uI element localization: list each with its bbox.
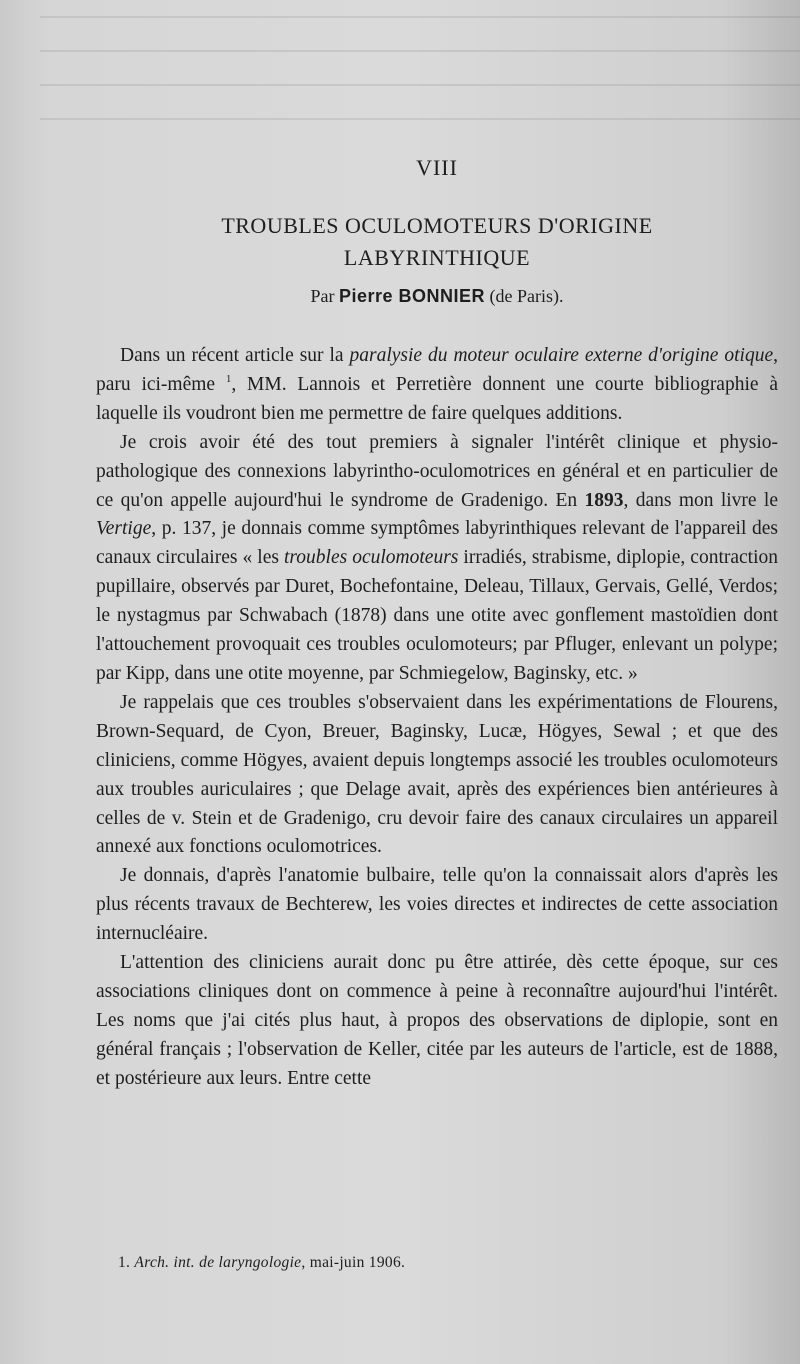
paragraph-2 [96, 429, 778, 689]
p2-text-4: irradiés, strabisme, diplopie, contraction pupillaire, observés par Duret, Bochefontaine, Deleau, Tillaux, Gervais, Gellé, Verdos; le nystagmus par Schwabach (1878) dans une otite avec gonflement mastoïdien dont l'attouchement provoquait ces troubles oculomoteurs; par Pfluger, enlevant un polype; par Kipp, dans une otite moyenne, par Schmiegelow, Baginsky, etc. » [96, 547, 779, 684]
p2-italic-2: troubles oculomoteurs [284, 547, 459, 569]
p1-text-3: , MM. Lannois et Perretière donnent une courte bibliographie à laquelle ils voudront bien me permettre de faire quelques additions. [96, 373, 778, 424]
p2-text-3: , p. 137, je donnais comme symptômes labyrinthiques relevant de l'appareil des canaux circulaires « les [96, 518, 778, 569]
author-name: Pierre BONNIER [338, 286, 486, 306]
byline-suffix: (de Paris). [489, 286, 564, 306]
title-line-2: LABYRINTHIQUE [343, 245, 531, 270]
byline [96, 286, 778, 307]
article-title [96, 210, 778, 274]
footnote-marker: 1 [225, 372, 232, 385]
p1-italic-1: paralysie du moteur oculaire externe d'origine otique [349, 345, 774, 366]
p2-bold-year: 1893 [584, 489, 624, 511]
byline-prefix: Par [310, 286, 335, 306]
p1-text-2: , paru ici-même [96, 345, 778, 395]
p2-italic-1: Vertige [96, 518, 152, 540]
chapter-number: VIII [416, 155, 458, 180]
paragraph-5: L'attention des cliniciens aurait donc pu être attirée, dès cette époque, sur ces associations cliniques dont on commence à peine à reconnaître aujourd'hui l'intérêt. Les noms que j'ai cités plus haut, à propos des observations de diplopie, sont en général français ; l'observation de Keller, citée par les auteurs de l'article, est de 1888, et postérieure aux leurs. Entre cette [96, 952, 778, 1089]
paragraph-1 [96, 342, 778, 429]
bleed-through-texture [40, 0, 800, 140]
footnote-number: 1. [118, 1254, 131, 1271]
title-line-1: TROUBLES OCULOMOTEURS D'ORIGINE [221, 213, 653, 238]
p2-text-1: Je crois avoir été des tout premiers à signaler l'intérêt clinique et physio-pathologique des connexions labyrintho-oculomotrices en général et en particulier de ce qu'on appelle aujourd'hui le syndrome de Gradenigo. En [96, 431, 778, 511]
article-body [96, 342, 778, 1094]
footnote [118, 1254, 778, 1272]
footnote-reference: Arch. int. de laryngologie [134, 1254, 302, 1271]
p1-text-1: Dans un récent article sur la [120, 345, 350, 366]
p2-text-2: , dans mon livre le [623, 489, 778, 511]
paragraph-4: Je donnais, d'après l'anatomie bulbaire, telle qu'on la connaissait alors d'après les plus récents travaux de Bechterew, les voies directes et indirectes de cette association internucléaire. [96, 865, 778, 945]
paragraph-3: Je rappelais que ces troubles s'observaient dans les expérimentations de Flourens, Brown-Sequard, de Cyon, Breuer, Baginsky, Lucæ, Högyes, Sewal ; et que des cliniciens, comme Högyes, avaient depuis longtemps associé les troubles oculomoteurs aux troubles auriculaires ; que Delage avait, après des expériences bien antérieures à celles de v. Stein et de Gradenigo, cru devoir faire des canaux circulaires un appareil annexé aux fonctions oculomotrices. [96, 691, 778, 858]
footnote-rest: , mai-juin 1906. [301, 1254, 406, 1271]
